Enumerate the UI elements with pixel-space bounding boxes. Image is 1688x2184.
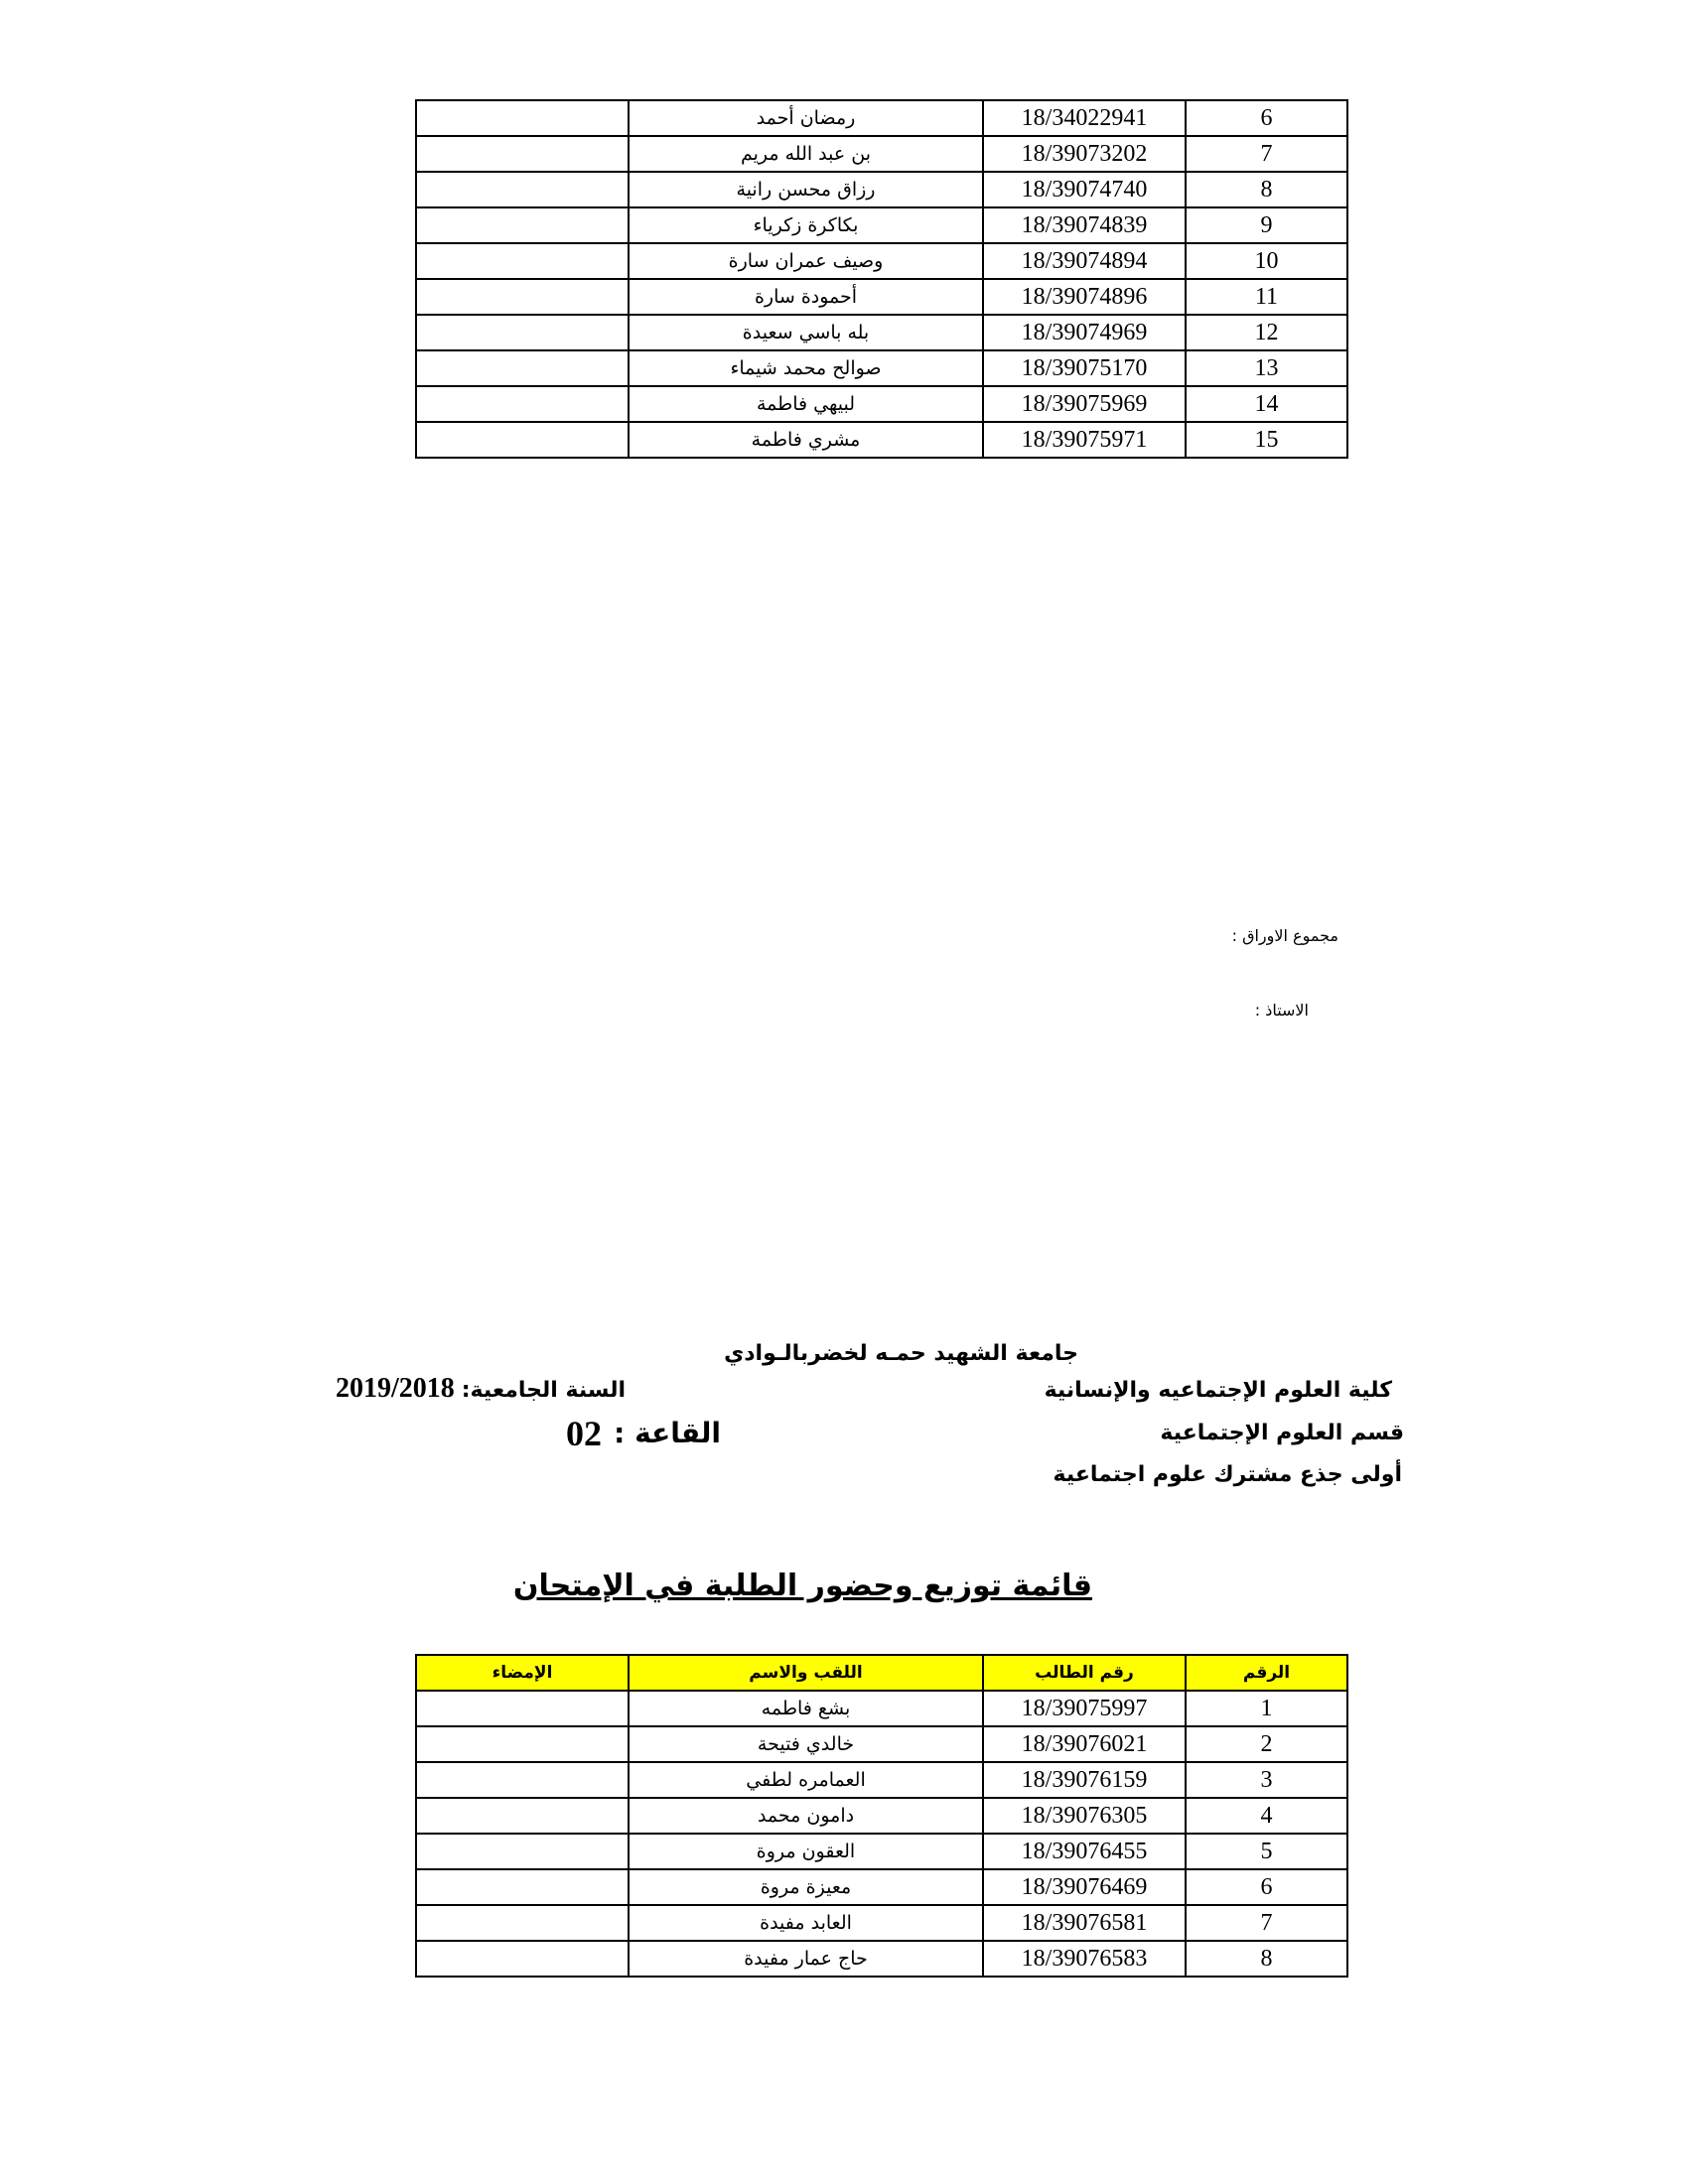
signature-cell [416, 136, 629, 172]
signature-cell [416, 1762, 629, 1798]
student-id: 18/39074894 [983, 243, 1186, 279]
table-row [416, 172, 1347, 207]
signature-cell [416, 315, 629, 350]
academic-year-value: 2019/2018 [336, 1373, 455, 1404]
table-row [416, 243, 1347, 279]
student-id: 18/39076455 [983, 1834, 1186, 1869]
signature-cell [416, 422, 629, 458]
row-number: 2 [1186, 1726, 1347, 1762]
col-header-signature: الإمضاء [416, 1655, 629, 1691]
table-header-row [416, 1655, 1347, 1691]
student-id: 18/39073202 [983, 136, 1186, 172]
row-number: 8 [1186, 172, 1347, 207]
top-table-body [416, 100, 1347, 458]
table-row [416, 207, 1347, 243]
student-name: لبيهي فاطمة [629, 386, 983, 422]
table-row [416, 1941, 1347, 1977]
table-row [416, 100, 1347, 136]
student-name: وصيف عمران سارة [629, 243, 983, 279]
table-row [416, 386, 1347, 422]
row-number: 3 [1186, 1762, 1347, 1798]
row-number: 11 [1186, 279, 1347, 315]
signature-cell [416, 243, 629, 279]
signature-cell [416, 1726, 629, 1762]
academic-year-label: السنة الجامعية: [461, 1378, 626, 1403]
table-row [416, 279, 1347, 315]
row-number: 13 [1186, 350, 1347, 386]
student-id: 18/39074839 [983, 207, 1186, 243]
student-name: العقون مروة [629, 1834, 983, 1869]
student-id: 18/39074740 [983, 172, 1186, 207]
student-id: 18/39075170 [983, 350, 1186, 386]
student-name: حاج عمار مفيدة [629, 1941, 983, 1977]
student-name: خالدي فتيحة [629, 1726, 983, 1762]
table-row [416, 1905, 1347, 1941]
row-number: 14 [1186, 386, 1347, 422]
row-number: 7 [1186, 136, 1347, 172]
student-name: دامون محمد [629, 1798, 983, 1834]
table-row [416, 350, 1347, 386]
student-name: رزاق محسن رانية [629, 172, 983, 207]
professor-label: الاستاذ : [1254, 1001, 1309, 1020]
row-number: 10 [1186, 243, 1347, 279]
signature-cell [416, 1869, 629, 1905]
table-row [416, 136, 1347, 172]
student-id: 18/39075997 [983, 1691, 1186, 1726]
signature-cell [416, 1798, 629, 1834]
table-row [416, 1834, 1347, 1869]
department-name: قسم العلوم الإجتماعية [1160, 1421, 1404, 1445]
student-name: معيزة مروة [629, 1869, 983, 1905]
student-id: 18/39076581 [983, 1905, 1186, 1941]
row-number: 12 [1186, 315, 1347, 350]
student-name: العابد مفيدة [629, 1905, 983, 1941]
signature-cell [416, 1691, 629, 1726]
table-row [416, 1762, 1347, 1798]
student-name: أحمودة سارة [629, 279, 983, 315]
student-id: 18/39076583 [983, 1941, 1186, 1977]
student-id: 18/39074896 [983, 279, 1186, 315]
student-id: 18/39075969 [983, 386, 1186, 422]
signature-cell [416, 172, 629, 207]
student-id: 18/39075971 [983, 422, 1186, 458]
signature-cell [416, 1941, 629, 1977]
student-name: بشع فاطمه [629, 1691, 983, 1726]
signature-cell [416, 350, 629, 386]
signature-cell [416, 207, 629, 243]
col-header-num: الرقم [1186, 1655, 1347, 1691]
room-label: القاعة : [614, 1417, 721, 1449]
student-name: بكاكرة زكرياء [629, 207, 983, 243]
table-row [416, 422, 1347, 458]
faculty-name: كلية العلوم الإجتماعيه والإنسانية [1044, 1378, 1392, 1403]
signature-cell [416, 386, 629, 422]
row-number: 5 [1186, 1834, 1347, 1869]
top-attendance-table [415, 99, 1348, 459]
table-row [416, 1691, 1347, 1726]
student-name: بن عبد الله مريم [629, 136, 983, 172]
row-number: 1 [1186, 1691, 1347, 1726]
signature-cell [416, 1834, 629, 1869]
student-id: 18/39076021 [983, 1726, 1186, 1762]
student-name: العمامره لطفي [629, 1762, 983, 1798]
bottom-table-body [416, 1691, 1347, 1977]
student-id: 18/39076305 [983, 1798, 1186, 1834]
student-id: 18/39076469 [983, 1869, 1186, 1905]
university-name: جامعة الشهيد حمـه لخضربالـوادي [724, 1341, 1078, 1366]
table-row [416, 1726, 1347, 1762]
table-row [416, 315, 1347, 350]
student-name: رمضان أحمد [629, 100, 983, 136]
student-name: صوالح محمد شيماء [629, 350, 983, 386]
row-number: 4 [1186, 1798, 1347, 1834]
level-name: أولى جذع مشترك علوم اجتماعية [1053, 1462, 1402, 1487]
table-row [416, 1869, 1347, 1905]
page-title: قائمة توزيع وحضور الطلبة في الإمتحان [512, 1569, 1092, 1603]
signature-cell [416, 279, 629, 315]
row-number: 6 [1186, 100, 1347, 136]
row-number: 6 [1186, 1869, 1347, 1905]
student-id: 18/39076159 [983, 1762, 1186, 1798]
student-name: مشري فاطمة [629, 422, 983, 458]
student-name: بله باسي سعيدة [629, 315, 983, 350]
room-value: 02 [566, 1414, 602, 1453]
col-header-name: اللقب والاسم [629, 1655, 983, 1691]
row-number: 9 [1186, 207, 1347, 243]
table-row [416, 1798, 1347, 1834]
student-id: 18/39074969 [983, 315, 1186, 350]
bottom-attendance-table [415, 1654, 1348, 1978]
col-header-id: رقم الطالب [983, 1655, 1186, 1691]
sheets-total-label: مجموع الاوراق : [1231, 926, 1338, 945]
signature-cell [416, 1905, 629, 1941]
row-number: 7 [1186, 1905, 1347, 1941]
row-number: 8 [1186, 1941, 1347, 1977]
row-number: 15 [1186, 422, 1347, 458]
signature-cell [416, 100, 629, 136]
student-id: 18/34022941 [983, 100, 1186, 136]
